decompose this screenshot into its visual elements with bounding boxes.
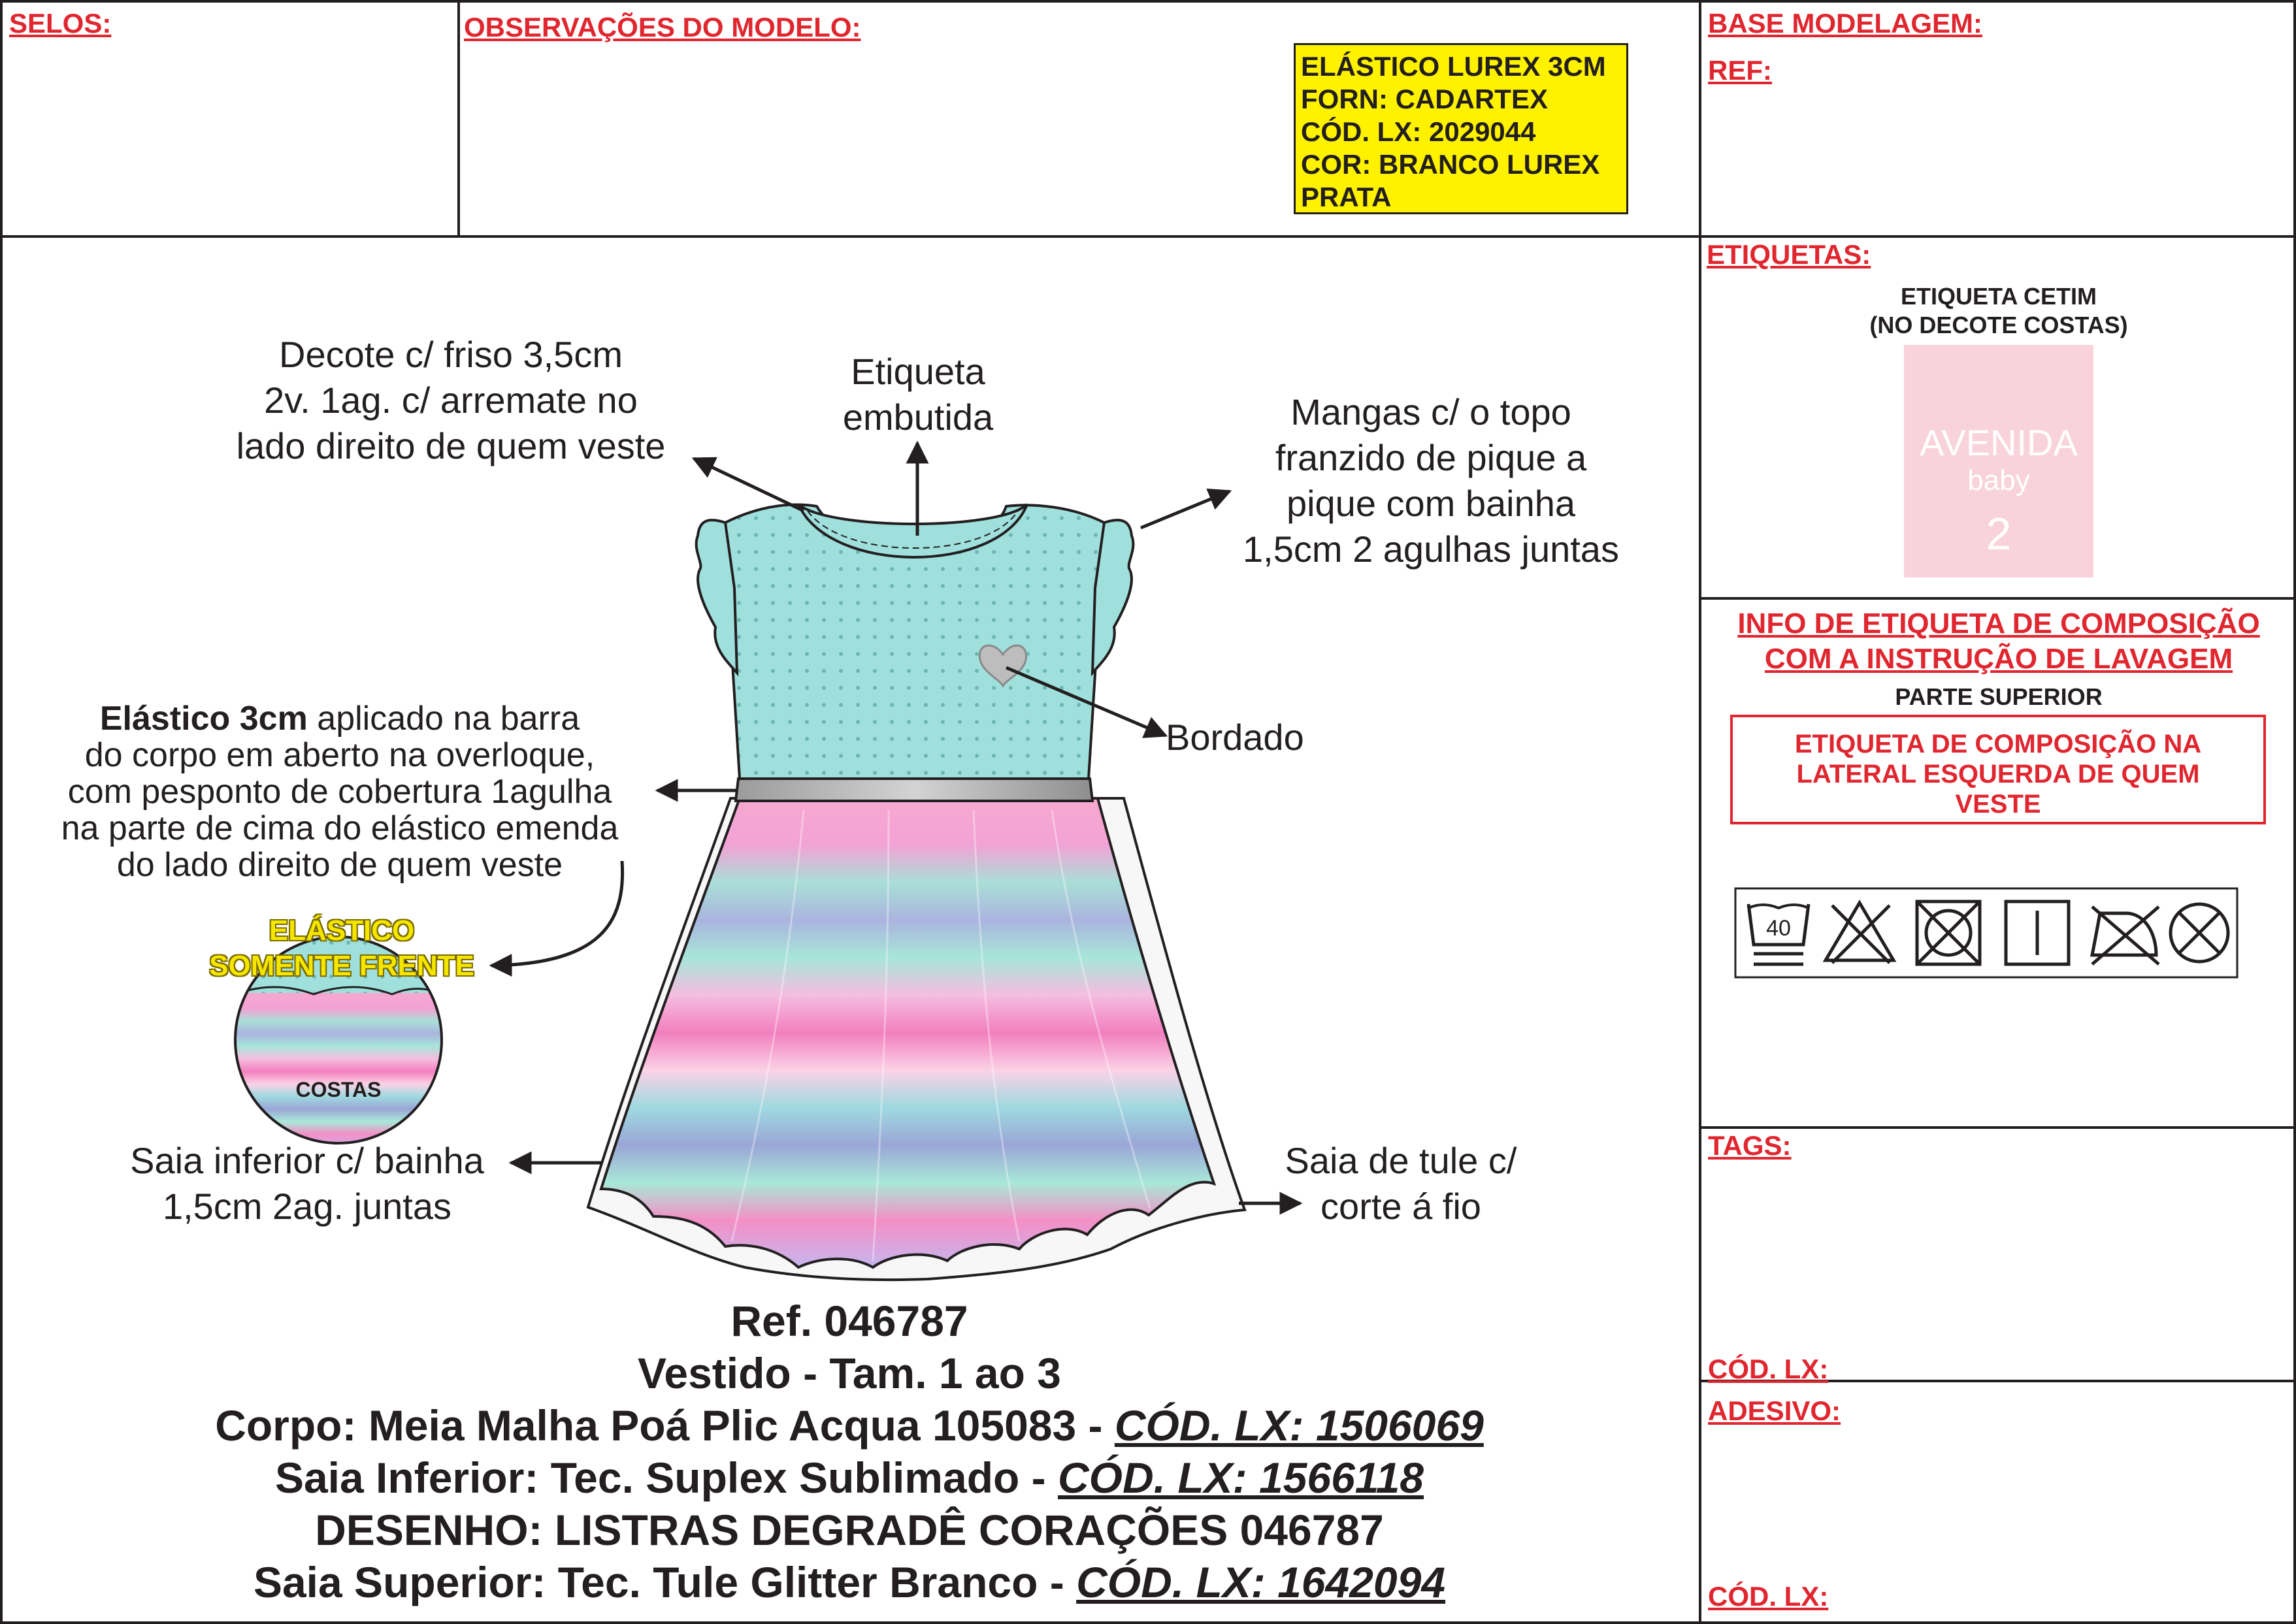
detail-back-label: COSTAS bbox=[295, 1078, 382, 1101]
fabric-upper-skirt-line bbox=[0, 1556, 1699, 1608]
tulle-skirt-line: Saia de tule c/ bbox=[1285, 1140, 1517, 1181]
detail-title bbox=[195, 913, 489, 984]
lower-skirt-callout bbox=[105, 1138, 510, 1229]
fabric-body-line bbox=[0, 1399, 1699, 1452]
fabric-body-text: Corpo: Meia Malha Poá Plic Acqua 105083 - bbox=[215, 1401, 1115, 1450]
elastic-bold-text: Elástico 3cm bbox=[99, 700, 308, 738]
brand-size: 2 bbox=[1986, 508, 2012, 559]
wash-temp: 40 bbox=[1766, 916, 1791, 941]
composition-box bbox=[1730, 715, 2266, 824]
print-design-text: DESENHO: LISTRAS DEGRADÊ CORAÇÕES 046787 bbox=[315, 1506, 1384, 1554]
fabric-lower-skirt-text: Saia Inferior: Tec. Suplex Sublimado - bbox=[274, 1453, 1058, 1502]
elastic-note-line: PRATA bbox=[1301, 182, 1392, 212]
etiquetas-divider bbox=[1699, 597, 2296, 600]
brand-label-swatch bbox=[1904, 345, 2093, 577]
neckline-line: 2v. 1ag. c/ arremate no bbox=[264, 380, 638, 421]
print-design-line bbox=[0, 1504, 1699, 1556]
composition-title-line: COM A INSTRUÇÃO DE LAVAGEM bbox=[1764, 643, 2233, 675]
fabric-upper-skirt-text: Saia Superior: Tec. Tule Glitter Branco - bbox=[253, 1558, 1077, 1606]
elastic-note-line: FORN: CADARTEX bbox=[1301, 84, 1548, 114]
composition-title-line: INFO DE ETIQUETA DE COMPOSIÇÃO bbox=[1737, 608, 2260, 640]
composition-box-line: LATERAL ESQUERDA DE QUEM bbox=[1796, 760, 2200, 788]
embroidery-callout: Bordado bbox=[1166, 717, 1304, 758]
tags-divider bbox=[1699, 1126, 2296, 1129]
care-symbols-strip bbox=[1734, 887, 2239, 979]
elastic-line: com pesponto de cobertura 1agulha bbox=[67, 773, 612, 811]
product-ref: Ref. 046787 bbox=[730, 1297, 968, 1345]
neckline-line: lado direito de quem veste bbox=[236, 425, 666, 466]
elastic-line-first bbox=[20, 700, 660, 737]
elastic-line: na parte de cima do elástico emenda bbox=[61, 809, 619, 847]
etiquetas-label: ETIQUETAS: bbox=[1707, 239, 1871, 270]
adesivo-cod-lx-label: CÓD. LX: bbox=[1708, 1581, 1829, 1612]
sleeves-line: pique com bainha bbox=[1286, 483, 1576, 524]
sleeves-line: Mangas c/ o topo bbox=[1290, 391, 1571, 432]
elastic-callout bbox=[20, 700, 660, 883]
fabric-lower-skirt-line bbox=[0, 1452, 1699, 1504]
composition-box-line: VESTE bbox=[1955, 790, 2041, 819]
adesivo-label: ADESIVO: bbox=[1708, 1395, 1841, 1426]
fabric-lower-skirt-code: CÓD. LX: 1566118 bbox=[1057, 1453, 1424, 1502]
waistband-shape bbox=[736, 779, 1092, 801]
neckline-line: Decote c/ friso 3,5cm bbox=[279, 334, 623, 375]
elastic-line: do corpo em aberto na overloque, bbox=[84, 736, 595, 774]
sleeves-line: franzido de pique a bbox=[1275, 437, 1587, 478]
elastic-line: do lado direito de quem veste bbox=[116, 846, 563, 884]
fabric-body-code: CÓD. LX: 1506069 bbox=[1114, 1401, 1484, 1450]
satin-label-title bbox=[1701, 282, 2296, 340]
lower-skirt-line: Saia inferior c/ bainha bbox=[130, 1140, 484, 1181]
observacoes-label: OBSERVAÇÕES DO MODELO: bbox=[464, 12, 861, 42]
elastic-note-line: CÓD. LX: 2029044 bbox=[1301, 116, 1536, 147]
satin-label-line: (NO DECOTE COSTAS) bbox=[1869, 312, 2128, 338]
composition-title bbox=[1701, 606, 2296, 677]
elastic-rest-text: aplicado na barra bbox=[307, 700, 580, 738]
detail-title-line: ELÁSTICO bbox=[269, 915, 415, 947]
label-embedded-line: embutida bbox=[842, 397, 994, 438]
sleeves-line: 1,5cm 2 agulhas juntas bbox=[1243, 528, 1619, 570]
brand-name: AVENIDA bbox=[1920, 422, 2078, 463]
lower-skirt-line: 1,5cm 2ag. juntas bbox=[162, 1186, 452, 1227]
fabric-upper-skirt-code: CÓD. LX: 1642094 bbox=[1076, 1558, 1446, 1606]
selos-label: SELOS: bbox=[9, 8, 112, 39]
base-modelagem-label: BASE MODELAGEM: bbox=[1708, 8, 1982, 39]
elastic-note-line: ELÁSTICO LUREX 3CM bbox=[1301, 51, 1606, 82]
part-label: PARTE SUPERIOR bbox=[1895, 683, 2103, 710]
brand-sub: baby bbox=[1967, 464, 2030, 496]
neckline-arrow bbox=[694, 459, 804, 511]
neckline-callout bbox=[196, 332, 706, 469]
tags-cod-lx-label: CÓD. LX: bbox=[1708, 1354, 1829, 1384]
sleeves-callout bbox=[1215, 389, 1647, 572]
elastic-note-line: COR: BRANCO LUREX bbox=[1301, 149, 1600, 180]
product-name: Vestido - Tam. 1 ao 3 bbox=[638, 1349, 1061, 1397]
no-tumble-dry-icon bbox=[1917, 901, 1980, 964]
ref-label: REF: bbox=[1708, 55, 1772, 86]
label-embedded-line: Etiqueta bbox=[851, 351, 985, 392]
tags-label: TAGS: bbox=[1708, 1130, 1792, 1161]
tulle-skirt-callout bbox=[1257, 1138, 1545, 1229]
label-embedded-callout bbox=[817, 349, 1019, 440]
composition-box-line: ETIQUETA DE COMPOSIÇÃO NA bbox=[1794, 730, 2202, 758]
tulle-skirt-line: corte á fio bbox=[1320, 1186, 1481, 1227]
satin-label-line: ETIQUETA CETIM bbox=[1901, 283, 2097, 310]
detail-title-line: SOMENTE FRENTE bbox=[209, 950, 474, 982]
